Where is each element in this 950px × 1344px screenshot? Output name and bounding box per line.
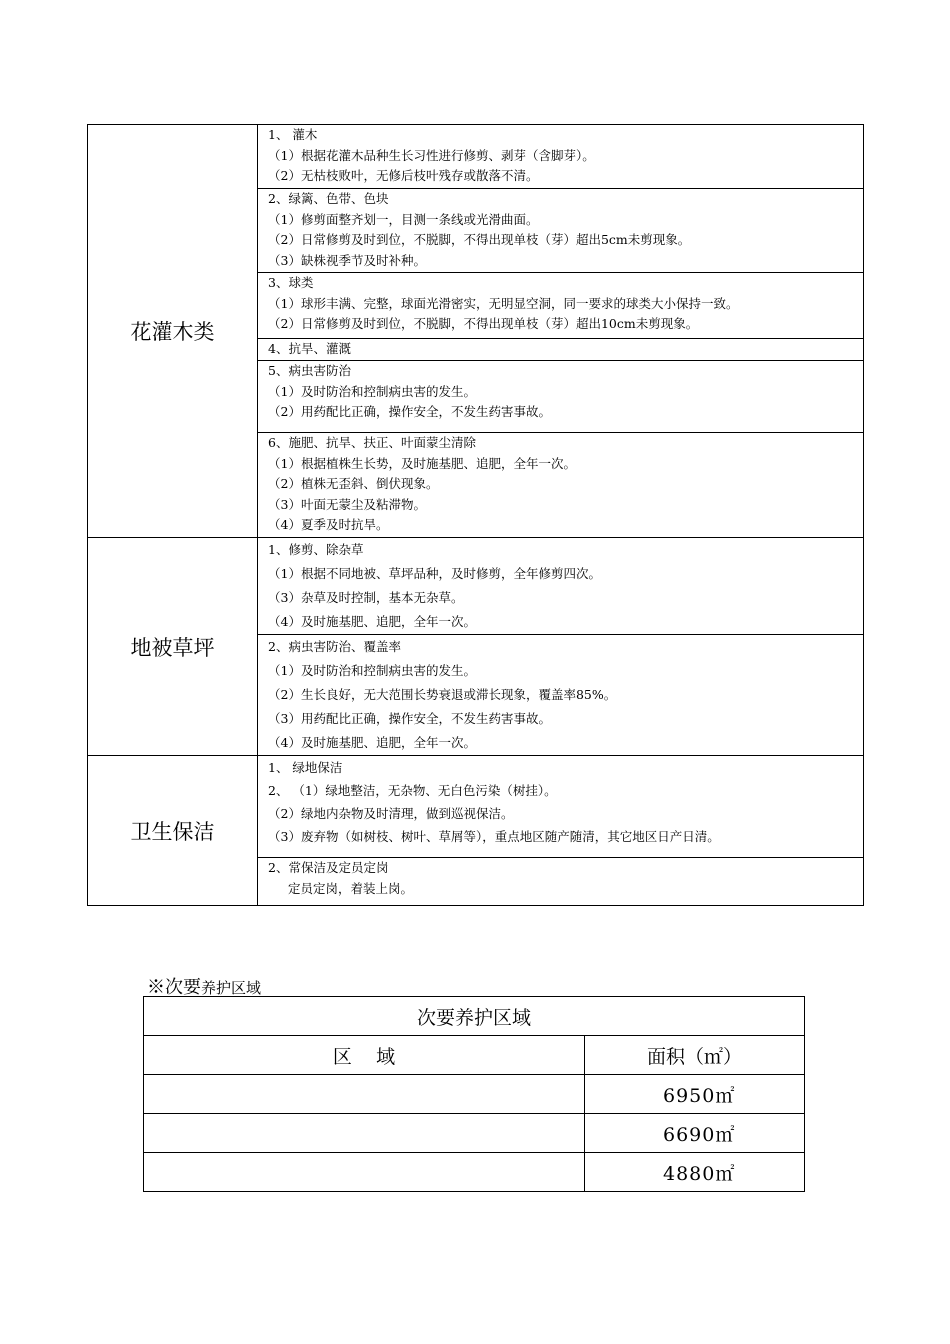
category-cell: 地被草坪: [88, 538, 258, 756]
block-line: 定员定岗，着装上岗。: [288, 880, 414, 896]
standard-block: [258, 433, 864, 538]
block-heading: 3、球类: [268, 275, 314, 290]
size-cell: 4880㎡: [585, 1153, 805, 1192]
table-title-row: [144, 997, 805, 1036]
block-heading: 2、常保洁及定员定岗: [268, 860, 389, 875]
block-heading: 1、修剪、除杂草: [268, 542, 364, 557]
table-row: [144, 1075, 805, 1114]
block-line: （1）修剪面整齐划一，目测一条线或光滑曲面。: [268, 211, 539, 227]
block-line: （4）及时施基肥、追肥，全年一次。: [268, 735, 476, 750]
column-header-size: 面积（㎡）: [585, 1036, 805, 1075]
block-heading: 2、绿篱、色带、色块: [268, 191, 389, 206]
table-row: [144, 1153, 805, 1192]
block-line: 2、 （1）绿地整洁，无杂物、无白色污染（树挂）。: [268, 783, 557, 798]
block-line: （1）根据花灌木品种生长习性进行修剪、剥芽（含脚芽）。: [268, 147, 595, 163]
block-line: （1）球形丰满、完整，球面光滑密实，无明显空洞，同一要求的球类大小保持一致。: [268, 295, 739, 311]
table-row: [88, 756, 864, 858]
block-line: （2）绿地内杂物及时清理，做到巡视保洁。: [268, 806, 514, 821]
standard-block: [258, 756, 864, 858]
secondary-area-table: [143, 996, 805, 1192]
category-cell: 花灌木类: [88, 125, 258, 538]
standard-block: [258, 273, 864, 339]
block-line: （3）用药配比正确，操作安全，不发生药害事故。: [268, 711, 551, 726]
block-line: （4）夏季及时抗旱。: [268, 517, 389, 532]
column-header-area: 区 域: [144, 1036, 585, 1075]
block-line: （3）废弃物（如树枝、树叶、草屑等），重点地区随产随清，其它地区日产日清。: [268, 829, 720, 844]
block-line: （2）植株无歪斜、倒伏现象。: [268, 476, 439, 491]
table-row: [144, 1114, 805, 1153]
block-line: （2）无枯枝败叶，无修后枝叶残存或散落不清。: [268, 168, 539, 183]
size-cell: 6690㎡: [585, 1114, 805, 1153]
table-title: 次要养护区域: [144, 997, 805, 1036]
block-line: （2）用药配比正确，操作安全，不发生药害事故。: [268, 404, 551, 419]
area-cell: [144, 1075, 585, 1114]
standard-block: [258, 538, 864, 635]
area-cell: [144, 1114, 585, 1153]
block-line: （2）日常修剪及时到位，不脱脚，不得出现单枝（芽）超出5cm未剪现象。: [268, 232, 691, 247]
block-line: （1）及时防治和控制病虫害的发生。: [268, 663, 476, 678]
block-heading: 5、病虫害防治: [268, 363, 351, 378]
block-line: （1）根据植株生长势，及时施基肥、追肥，全年一次。: [268, 455, 576, 471]
standard-block: [258, 189, 864, 273]
block-line: （3）杂草及时控制，基本无杂草。: [268, 590, 464, 605]
block-line: （4）及时施基肥、追肥，全年一次。: [268, 614, 476, 629]
block-heading: 1、 绿地保洁: [268, 760, 343, 775]
block-heading: 4、抗旱、灌溉: [268, 341, 351, 356]
note-text: 养护区域: [201, 979, 262, 997]
note-mark: ※次要: [147, 977, 201, 998]
area-cell: [144, 1153, 585, 1192]
standard-block: [258, 858, 864, 906]
block-heading: 6、施肥、抗旱、扶正、叶面蒙尘清除: [268, 435, 476, 450]
block-line: （2）生长良好，无大范围长势衰退或滞长现象，覆盖率85%。: [268, 687, 617, 702]
standard-block: [258, 125, 864, 189]
table-header-row: [144, 1036, 805, 1075]
block-heading: 1、 灌木: [268, 127, 318, 142]
table-row: [88, 538, 864, 635]
standard-block: [258, 339, 864, 361]
table-row: [88, 125, 864, 189]
standard-block: [258, 635, 864, 756]
size-cell: 6950㎡: [585, 1075, 805, 1114]
block-line: （2）日常修剪及时到位，不脱脚，不得出现单枝（芽）超出10cm未剪现象。: [268, 316, 699, 331]
block-line: （1）根据不同地被、草坪品种，及时修剪，全年修剪四次。: [268, 566, 601, 581]
category-cell: 卫生保洁: [88, 756, 258, 906]
block-heading: 2、病虫害防治、覆盖率: [268, 639, 401, 654]
block-line: （1）及时防治和控制病虫害的发生。: [268, 383, 476, 399]
block-line: （3）叶面无蒙尘及粘滞物。: [268, 496, 426, 512]
standard-block: [258, 361, 864, 433]
maintenance-standards-table: [87, 124, 864, 906]
block-line: （3）缺株视季节及时补种。: [268, 252, 426, 268]
